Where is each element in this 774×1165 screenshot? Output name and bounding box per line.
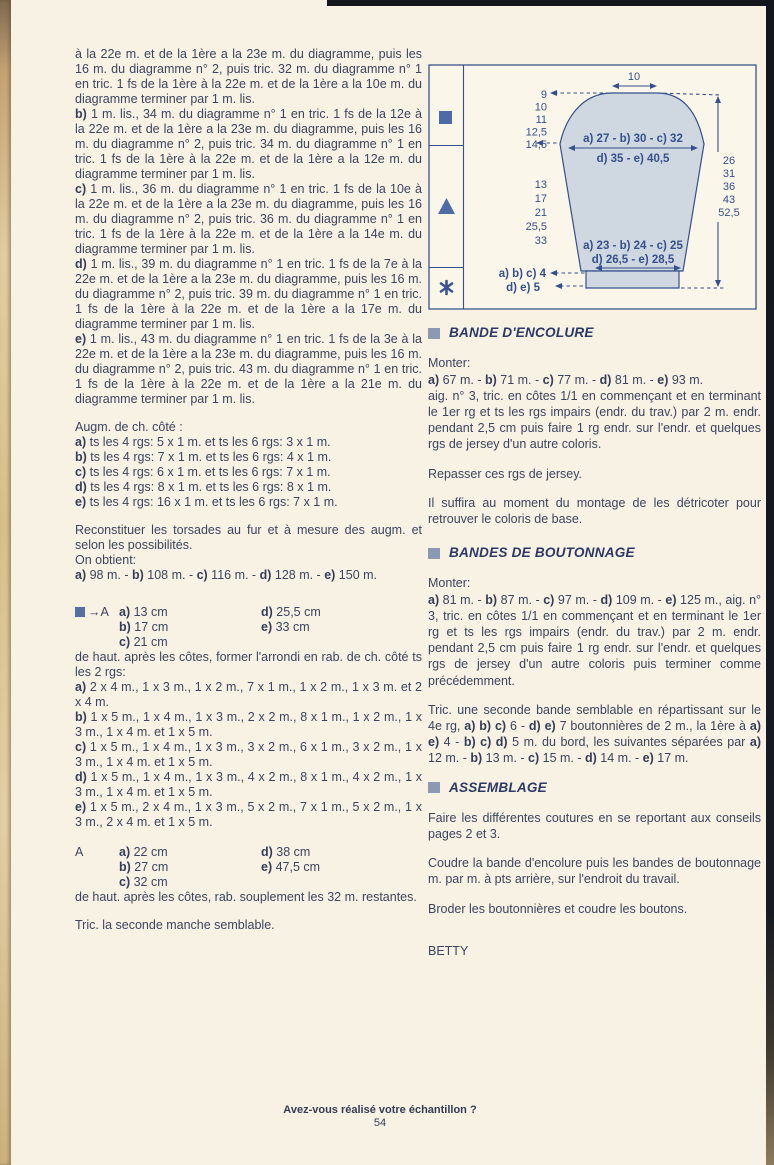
total-height-c: 36 bbox=[722, 181, 736, 193]
table-cell: b) 17 cm bbox=[119, 620, 169, 634]
augmentations-title: Augm. de ch. côté : bbox=[75, 420, 183, 434]
side-height-c: 21 bbox=[534, 207, 547, 219]
table-row bbox=[75, 635, 422, 650]
legend-square-icon bbox=[439, 111, 452, 124]
total-height-b: 31 bbox=[722, 168, 736, 180]
encolure-detricoter: Il suffira au moment du montage de les détricoter pour retrouver le coloris de base. bbox=[428, 495, 761, 527]
augmentations-block bbox=[75, 420, 422, 510]
section-header-encolure bbox=[428, 325, 761, 341]
arrondi-block bbox=[75, 650, 422, 830]
cap-height-b: 10 bbox=[534, 101, 547, 114]
encolure-body: aig. n° 3, tric. en côtes 1/1 en commençant et en terminant le 1er rg et ts les rgs impairs (endr. du trav.) par 2 m. endr. pendant 2,5 cm puis faire 1 rg endr. sur l'endr. et quelques rgs de jersey d'un autre coloris. bbox=[428, 388, 761, 452]
section-title: BANDES DE BOUTONNAGE bbox=[449, 545, 635, 561]
table-cell: b) 27 cm bbox=[119, 860, 169, 874]
side-height-d: 25,5 bbox=[525, 221, 547, 233]
instructions-paragraph-a: à la 22e m. et de la 1ère a la 23e m. du diagramme, puis les 16 m. du diagramme n° 2, puis tric. 32 m. du diagramme n° 1 en tric. 1 fs de la 1ère à la 22e m. et de la 1ère a la 10e m. du diagramme terminer par 1 m. lis. bbox=[75, 47, 422, 106]
marker-letter: A bbox=[75, 845, 84, 859]
lower-width-de: d) 26,5 - e) 28,5 bbox=[591, 254, 675, 266]
cap-height-a: 9 bbox=[540, 89, 547, 101]
table-cell: c) 32 cm bbox=[119, 875, 168, 889]
table-cell: a) 13 cm bbox=[119, 605, 168, 619]
table-cell: c) 21 cm bbox=[119, 635, 168, 649]
encolure-repasser: Repasser ces rgs de jersey. bbox=[428, 466, 582, 481]
augm-line-c: c) ts les 4 rgs: 6 x 1 m. et ts les 6 rgs: 7 x 1 m. bbox=[75, 465, 331, 479]
side-height-e: 33 bbox=[534, 235, 547, 247]
page-number: 54 bbox=[373, 1117, 387, 1129]
torsades-block bbox=[75, 523, 422, 583]
arrondi-intro: de haut. après les côtes, former l'arrondi en rab. de ch. côté ts les 2 rgs: bbox=[75, 650, 422, 679]
section-bullet-icon bbox=[428, 328, 440, 339]
section-bullet-icon bbox=[428, 548, 440, 559]
right-text-column bbox=[428, 64, 761, 959]
on-obtient-label: On obtient: bbox=[75, 553, 137, 567]
table-cell bbox=[261, 635, 422, 650]
section-title: ASSEMBLAGE bbox=[449, 779, 547, 795]
size-marker bbox=[75, 605, 119, 620]
sleeve-cuff bbox=[586, 271, 679, 288]
table-row bbox=[75, 860, 422, 875]
section-header-boutonnage bbox=[428, 545, 761, 561]
arrondi-line-a: a) 2 x 4 m., 1 x 3 m., 1 x 2 m., 7 x 1 m., 1 x 2 m., 1 x 3 m. et 2 x 4 m. bbox=[75, 680, 422, 709]
arrondi-line-b: b) 1 x 5 m., 1 x 4 m., 1 x 3 m., 2 x 2 m., 8 x 1 m., 1 x 2 m., 1 x 3 m., 1 x 4 m. et 1 x 5 m. bbox=[75, 710, 422, 739]
arrondi-line-c: c) 1 x 5 m., 1 x 4 m., 1 x 3 m., 3 x 2 m., 6 x 1 m., 3 x 2 m., 1 x 3 m., 1 x 4 m. et 1 x 5 m. bbox=[75, 740, 422, 769]
page-top-dark-bar bbox=[327, 0, 774, 6]
augm-line-a: a) ts les 4 rgs: 5 x 1 m. et ts les 6 rgs: 3 x 1 m. bbox=[75, 435, 331, 449]
assemblage-p1: Faire les différentes coutures en se reportant aux conseils pages 2 et 3. bbox=[428, 810, 761, 842]
monter-label: Monter: bbox=[428, 356, 471, 371]
arrondi-line-d: d) 1 x 5 m., 1 x 4 m., 1 x 3 m., 4 x 2 m., 8 x 1 m., 4 x 2 m., 1 x 3 m., 1 x 4 m. et 1 x 5 m. bbox=[75, 770, 422, 799]
left-text-column bbox=[75, 47, 422, 933]
stitch-totals-line: a) 98 m. - b) 108 m. - c) 116 m. - d) 128 m. - e) 150 m. bbox=[75, 568, 377, 582]
cap-height-e: 14,5 bbox=[525, 139, 547, 151]
augm-line-d: d) ts les 4 rgs: 8 x 1 m. et ts les 6 rgs: 8 x 1 m. bbox=[75, 480, 332, 494]
section-bullet-icon bbox=[428, 782, 440, 793]
assemblage-p2: Coudre la bande d'encolure puis les bandes de boutonnage m. par m. à pts arrière, sur l'endroit du travail. bbox=[428, 856, 761, 887]
table-cell: e) 33 cm bbox=[261, 620, 310, 634]
total-height-a: 26 bbox=[722, 155, 736, 167]
page-footer bbox=[0, 1104, 760, 1130]
table-row bbox=[75, 605, 422, 620]
augm-line-e: e) ts les 4 rgs: 16 x 1 m. et ts les 6 rgs: 7 x 1 m. bbox=[75, 495, 338, 509]
side-height-b: 17 bbox=[534, 193, 547, 205]
lower-width-abc: a) 23 - b) 24 - c) 25 bbox=[583, 240, 683, 252]
total-height-e: 52,5 bbox=[718, 207, 740, 219]
total-height-d: 43 bbox=[722, 194, 736, 206]
upper-width-de: d) 35 - e) 40,5 bbox=[596, 153, 670, 165]
marker-letter: A bbox=[100, 605, 109, 619]
size-marker-square-icon bbox=[75, 607, 85, 617]
side-height-a: 13 bbox=[534, 179, 547, 191]
cuff-height-de: d) e) 5 bbox=[506, 282, 540, 294]
table-cell: a) 22 cm bbox=[119, 845, 168, 859]
instructions-paragraph-d: d) 1 m. lis., 39 m. du diagramme n° 1 en tric. 1 fs de la 7e à la 22e m. et de la 1ère a la 23e m. du diagramme, puis les 16 m. du diagramme n° 2, puis tric. 39 m. du diagramme n° 1 en tric. 1 fs de la 1ère à la 22e m. et de la 1ère a la 17e m. du diagramme terminer par 1 m. lis. bbox=[75, 257, 422, 331]
table-row bbox=[75, 845, 422, 860]
boutonnage-body: a) 81 m. - b) 87 m. - c) 97 m. - d) 109 m. - e) 125 m., aig. n° 3, tric. en côtes 1/1 en commençant et en terminant le 1er rg et ts les rgs impairs (endr. du trav.) par 2 m. endr. pendant 2,5 cm puis faire 1 rg endr. sur l'endr. et quelques rgs de jersey d'un autre coloris puis terminer comme précédemment. bbox=[428, 592, 762, 688]
page-right-dark-bar bbox=[766, 0, 774, 1165]
instructions-paragraph-b: b) 1 m. lis., 34 m. du diagramme n° 1 en tric. 1 fs de la 12e à la 22e m. et de la 1ère a la 23e m. du diagramme, puis les 16 m. du diagramme n° 2, puis tric. 34 m. du diagramme n° 1 en tric. 1 fs de la 1ère à la 22e m. et de la 1ère a la 12e m. du diagramme terminer par 1 m. lis. bbox=[75, 107, 422, 181]
table-cell: d) 25,5 cm bbox=[261, 605, 321, 619]
designer-signature: BETTY bbox=[428, 943, 469, 958]
boutonnage-body2: Tric. une seconde bande semblable en répartissant sur le 4e rg, a) b) c) 6 - d) e) 7 boutonnières de 2 m., la 1ère à a) e) 4 - b) c) d) 5 m. du bord, les suivantes séparées par a) 12 m. - b) 13 m. - c) 15 m. - d) 14 m. - e) 17 m. bbox=[428, 702, 761, 766]
magazine-binding-edge bbox=[0, 0, 11, 1165]
encolure-counts: a) 67 m. - b) 71 m. - c) 77 m. - d) 81 m. - e) 93 m. bbox=[428, 372, 704, 387]
second-sleeve-text: Tric. la seconde manche semblable. bbox=[75, 918, 275, 932]
torsades-text: Reconstituer les torsades au fur et à mesure des augm. et selon les possibilités. bbox=[75, 523, 422, 552]
total-height-table bbox=[75, 845, 422, 890]
table-cell: e) 47,5 cm bbox=[261, 860, 321, 874]
footer-question: Avez-vous réalisé votre échantillon ? bbox=[283, 1104, 477, 1116]
table-cell: d) 38 cm bbox=[261, 845, 311, 859]
instructions-paragraph-c: c) 1 m. lis., 36 m. du diagramme n° 1 en tric. 1 fs de la 10e à la 22e m. et de la 1ère a la 23e m. du diagramme, puis les 16 m. du diagramme n° 2, puis tric. 36 m. du diagramme n° 1 en tric. 1 fs de la 1ère à la 22e m. et de la 1ère a la 14e m. du diagramme terminer par 1 m. lis. bbox=[75, 182, 422, 256]
cuff-height-abc: a) b) c) 4 bbox=[498, 268, 546, 280]
sleeve-height-table bbox=[75, 605, 422, 650]
instructions-paragraph-e: e) 1 m. lis., 43 m. du diagramme n° 1 en tric. 1 fs de la 3e à la 22e m. et de la 1ère a la 23e m. du diagramme, puis les 16 m. du diagramme n° 2, puis tric. 43 m. du diagramme n° 1 en tric. 1 fs de la 1ère à la 22e m. et de la 1ère a la 21e m. du diagramme terminer par 1 m. lis. bbox=[75, 332, 422, 406]
table-row bbox=[75, 875, 422, 890]
section-title: BANDE D'ENCOLURE bbox=[449, 325, 594, 341]
cap-height-d: 12,5 bbox=[525, 126, 547, 139]
cap-height-c: 11 bbox=[535, 114, 547, 126]
table-cell bbox=[261, 875, 422, 890]
augm-line-b: b) ts les 4 rgs: 7 x 1 m. et ts les 6 rgs: 4 x 1 m. bbox=[75, 450, 332, 464]
section-header-assemblage bbox=[428, 780, 761, 796]
table-row bbox=[75, 620, 422, 635]
measure-top-width: 10 bbox=[627, 71, 641, 83]
upper-width-abc: a) 27 - b) 30 - c) 32 bbox=[583, 133, 683, 145]
sleeve-schematic-diagram bbox=[428, 64, 761, 312]
arrondi-line-e: e) 1 x 5 m., 2 x 4 m., 1 x 3 m., 5 x 2 m., 7 x 1 m., 5 x 2 m., 1 x 3 m., 2 x 4 m. et 1 x 5 m. bbox=[75, 800, 422, 829]
arrow-right-icon: → bbox=[88, 605, 101, 619]
assemblage-p3: Broder les boutonnières et coudre les boutons. bbox=[428, 901, 688, 916]
monter-label: Monter: bbox=[428, 576, 471, 591]
rab-text: de haut. après les côtes, rab. souplement les 32 m. restantes. bbox=[75, 890, 417, 904]
